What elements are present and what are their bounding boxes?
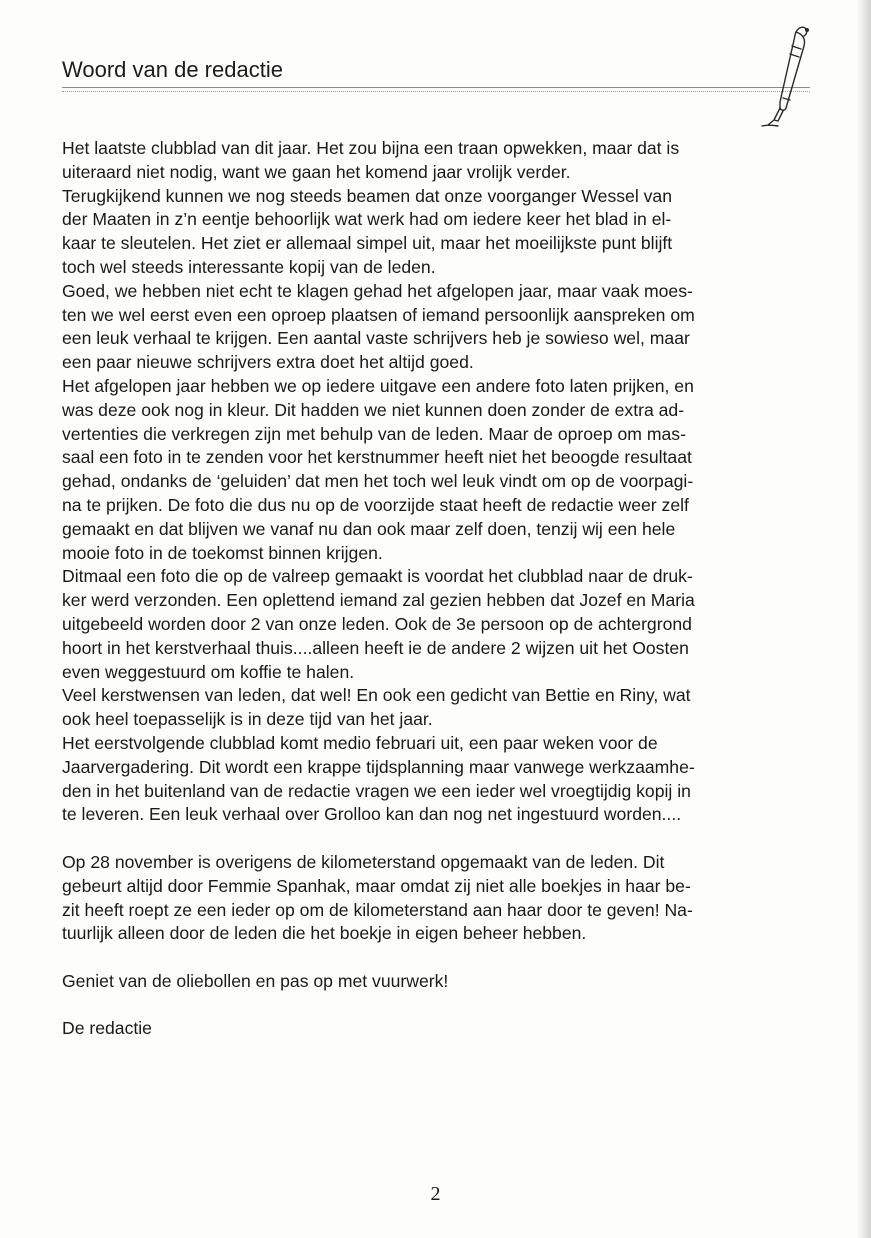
- paragraph-spacer: [62, 827, 784, 851]
- page-title: Woord van de redactie: [62, 57, 283, 82]
- text-line: Ditmaal een foto die op de valreep gemaakt is voordat het clubblad naar de druk-: [62, 566, 693, 587]
- text-line: saal een foto in te zenden voor het kerstnummer heeft niet het beoogde resultaat: [62, 447, 692, 468]
- text-line: zit heeft roept ze een ieder op om de kilometerstand aan haar door te geven! Na-: [62, 899, 693, 920]
- text-line: een paar nieuwe schrijvers extra doet het altijd goed.: [62, 352, 474, 373]
- text-line: was deze ook nog in kleur. Dit hadden we niet kunnen doen zonder de extra ad-: [62, 399, 685, 420]
- text-line: toch wel steeds interessante kopij van de leden.: [62, 256, 436, 277]
- paragraph-kilometerstand: [62, 851, 784, 946]
- text-line: vertenties die verkregen zijn met behulp van de leden. Maar de oproep om mas-: [62, 423, 686, 444]
- text-line: te leveren. Een leuk verhaal over Grolloo kan dan nog net ingestuurd worden....: [62, 804, 682, 825]
- closing-wish: Geniet van de oliebollen en pas op met vuurwerk!: [62, 970, 449, 991]
- text-line: ook heel toepasselijk is in deze tijd van het jaar.: [62, 709, 433, 730]
- paragraph-intro: [62, 137, 784, 185]
- text-line: Terugkijkend kunnen we nog steeds beamen dat onze voorganger Wessel van: [62, 185, 672, 206]
- text-line: Op 28 november is overigens de kilometerstand opgemaakt van de leden. Dit: [62, 851, 665, 872]
- text-line: Het afgelopen jaar hebben we op iedere uitgave een andere foto laten prijken, en: [62, 375, 694, 396]
- text-line: Het eerstvolgende clubblad komt medio februari uit, een paar weken voor de: [62, 732, 658, 753]
- text-line: mooie foto in de toekomst binnen krijgen.: [62, 542, 383, 563]
- page-header: [62, 56, 810, 88]
- paragraph-spacer: [62, 994, 784, 1018]
- text-line: even weggestuurd om koffie te halen.: [62, 661, 355, 682]
- text-line: een leuk verhaal te krijgen. Een aantal vaste schrijvers heb je sowieso wel, maar: [62, 328, 690, 349]
- text-line: ten we wel eerst even een oproep plaatsen of iemand persoonlijk aanspreken om: [62, 304, 695, 325]
- paragraph-next-issue: [62, 732, 784, 827]
- text-line: Jaarvergadering. Dit wordt een krappe tijdsplanning maar vanwege werkzaamhe-: [62, 756, 695, 777]
- text-line: tuurlijk alleen door de leden die het boekje in eigen beheer hebben.: [62, 923, 587, 944]
- text-line: Veel kerstwensen van leden, dat wel! En ook een gedicht van Bettie en Riny, wat: [62, 685, 691, 706]
- page-edge-shadow: [857, 0, 871, 1238]
- text-line: hoort in het kerstverhaal thuis....alleen heeft ie de andere 2 wijzen uit het Oosten: [62, 637, 689, 658]
- text-line: ker werd verzonden. Een oplettend iemand zal gezien hebben dat Jozef en Maria: [62, 590, 695, 611]
- text-line: na te prijken. De foto die dus nu op de voorzijde staat heeft de redactie weer zelf: [62, 494, 689, 515]
- editorial-body: [62, 137, 784, 1041]
- signature: De redactie: [62, 1018, 152, 1039]
- text-line: gehad, ondanks de ‘geluiden’ dat men het toch wel leuk vindt om op de voorpagi-: [62, 471, 694, 492]
- text-line: Het laatste clubblad van dit jaar. Het zou bijna een traan opwekken, maar dat is: [62, 138, 680, 158]
- paragraph-spacer: [62, 946, 784, 970]
- paragraph-cover-photo: [62, 565, 784, 684]
- text-line: den in het buitenland van de redactie vragen we een ieder wel vroegtijdig kopij in: [62, 780, 691, 801]
- text-line: Goed, we hebben niet echt te klagen gehad het afgelopen jaar, maar vaak moes-: [62, 280, 693, 301]
- paragraph-writers: [62, 280, 784, 375]
- text-line: kaar te sleutelen. Het ziet er allemaal simpel uit, maar het moeilijkste punt blijft: [62, 233, 673, 254]
- paragraph-photos: [62, 375, 784, 565]
- fountain-pen-icon: [752, 22, 812, 132]
- page-number: 2: [430, 1183, 441, 1205]
- paragraph-christmas-wishes: [62, 684, 784, 732]
- text-line: der Maaten in z’n eentje behoorlijk wat werk had om iedere keer het blad in el-: [62, 209, 672, 230]
- text-line: uitgebeeld worden door 2 van onze leden. Ook de 3e persoon op de achtergrond: [62, 613, 692, 634]
- text-line: gemaakt en dat blijven we vanaf nu dan ook maar zelf doen, tenzij wij een hele: [62, 518, 676, 539]
- paragraph-predecessor: [62, 185, 784, 280]
- text-line: gebeurt altijd door Femmie Spanhak, maar omdat zij niet alle boekjes in haar be-: [62, 875, 691, 896]
- title-underline: [62, 87, 810, 92]
- text-line: uiteraard niet nodig, want we gaan het komend jaar vrolijk verder.: [62, 161, 571, 182]
